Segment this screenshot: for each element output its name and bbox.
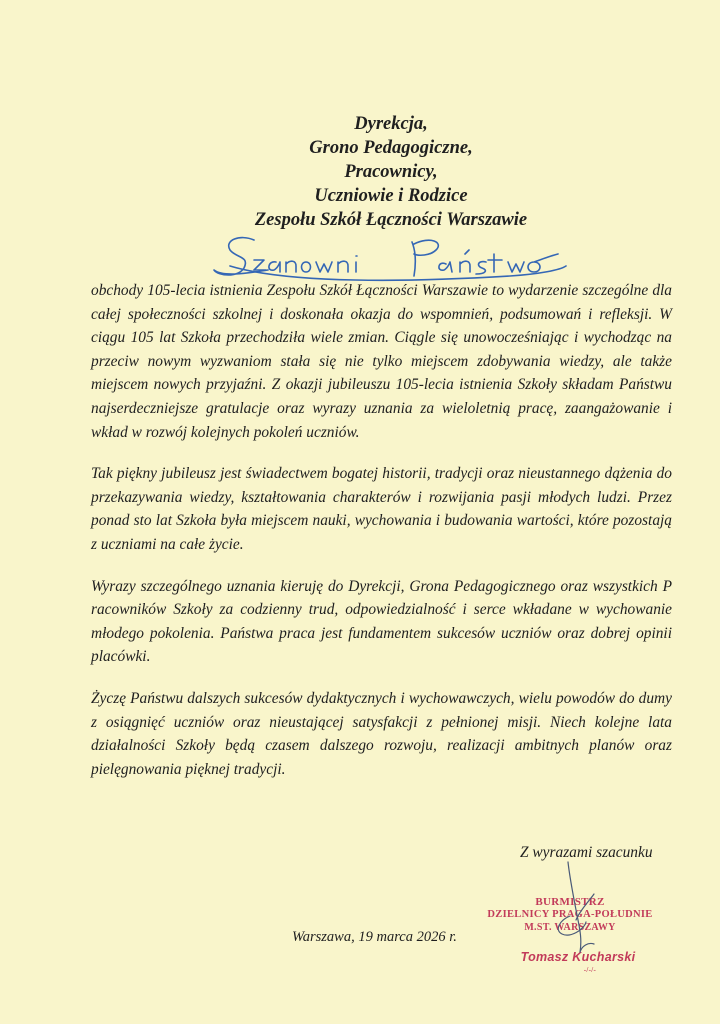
stamp-district: DZIELNICY PRAGA-POŁUDNIE (487, 909, 653, 920)
handwritten-salutation-drawing (210, 226, 570, 286)
recipient-line: Uczniowie i Rodzice (314, 186, 468, 206)
recipient-line: Grono Pedagogiczne, (309, 138, 473, 158)
handwritten-salutation (210, 226, 570, 286)
stamp-footnote: -/-/- (583, 966, 597, 974)
handwritten-signature (510, 860, 630, 970)
recipient-line: Pracownicy, (344, 162, 438, 182)
stamp-city: M.ST. WARSZAWY (524, 922, 616, 933)
closing-phrase: Z wyrazami szacunku (520, 844, 653, 861)
letter-body (91, 279, 672, 799)
stamp-signatory-name: Tomasz Kucharski (520, 950, 636, 964)
place-and-date: Warszawa, 19 marca 2026 r. (292, 929, 457, 945)
recipient-line: Dyrekcja, (354, 114, 428, 134)
letter-paragraph: Wyrazy szczególnego uznania kieruję do Dyrekcji, Grona Pedagogicznego oraz wszystkich P racowników Szkoły za codzienny trud, odpowiedzialność i serce wkładane w wychowanie młodego pokolenia. Państwa praca jest fundamentem sukcesów uczniów oraz dobrej opinii placówki. (91, 577, 672, 666)
recipient-line: Zespołu Szkół Łączności Warszawie (254, 210, 528, 230)
letter-recipient-block (0, 112, 720, 232)
official-stamp (470, 890, 670, 980)
stamp-title: BURMISTRZ (535, 896, 605, 908)
letter-paragraph: Życzę Państwu dalszych sukcesów dydaktycznych i wychowawczych, wielu powodów do dumy z osiągnięć uczniów oraz nieustającej satysfakcji z pełnionej misji. Niech kolejne lata działalności Szkoły będą czasem dalszego rozwoju, realizacji ambitnych planów oraz pielęgnowania pięknej tradycji. (91, 689, 672, 778)
letter-paragraph: Tak piękny jubileusz jest świadectwem bogatej historii, tradycji oraz nieustannego dążenia do przekazywania wiedzy, kształtowania charakterów i rozwijania pasji młodych ludzi. Przez ponad sto lat Szkoła była miejscem nauki, wychowania i budowania wartości, które pozostają z uczniami na całe życie. (91, 465, 672, 553)
letter-paragraph: obchody 105-lecia istnienia Zespołu Szkół Łączności Warszawie to wydarzenie szczególne dla całej społeczności szkolnej i doskonała okazja do wspomnień, podsumowań i refleksji. W ciągu 105 lat Szkoła przechodziła wiele zmian. Ciągle się unowocześniając i wychodząc na przeciw nowym wyzwaniom stała się nie tylko miejscem zdobywania wiedzy, ale także miejscem nowych przyjaźni. Z okazji jubileuszu 105-lecia istnienia Szkoły składam Państwu najserdeczniejsze gratulacje oraz wyrazy uznania za wieloletnią pracę, zaangażowanie i wkład w rozwój kolejnych pokoleń uczniów. (91, 282, 672, 441)
